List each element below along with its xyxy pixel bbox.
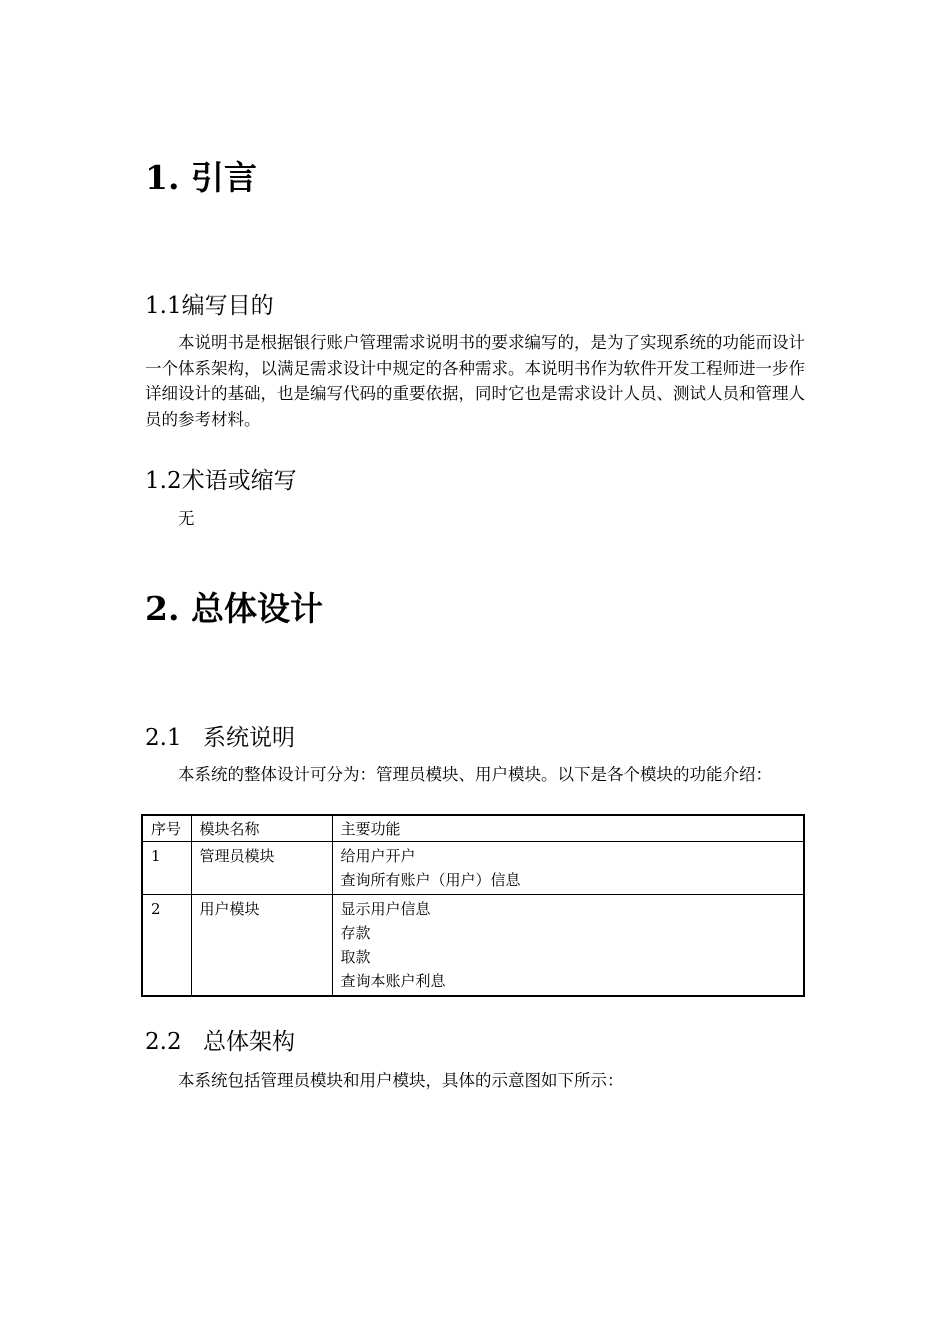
function-item: 查询本账户利息 <box>340 972 446 990</box>
table-header-row <box>142 815 804 842</box>
function-item: 显示用户信息 <box>340 900 431 918</box>
row-module-name: 用户模块 <box>191 895 332 997</box>
table-header-module: 模块名称 <box>191 815 332 842</box>
table-row <box>142 895 804 997</box>
section-1-2-number: 1.2 <box>145 468 182 494</box>
function-item: 给用户开户 <box>340 847 416 865</box>
section-2-2-paragraph: 本系统包括管理员模块和用户模块，具体的示意图如下所示： <box>178 1071 624 1090</box>
table-header-functions: 主要功能 <box>332 815 804 842</box>
table-row <box>142 842 804 895</box>
section-1-1-title: 编写目的 <box>181 293 274 319</box>
section-1-1-paragraph: 本说明书是根据银行账户管理需求说明书的要求编写的，是为了实现系统的功能而设计一个体系架构，以满足需求设计中规定的各种需求。本说明书作为软件开发工程师进一步作详细设计的基础，也是编写代码的重要依据，同时它也是需求设计人员、测试人员和管理人员的参考材料。 <box>145 333 805 429</box>
section-1-1-heading <box>145 291 274 321</box>
function-item: 查询所有账户（用户）信息 <box>340 871 521 889</box>
section-1-heading: 1. 引言 <box>145 158 257 197</box>
section-2-2-title: 总体架构 <box>203 1029 295 1055</box>
section-2-1-paragraph: 本系统的整体设计可分为：管理员模块、用户模块。以下是各个模块的功能介绍： <box>178 765 772 784</box>
section-2-1-number: 2.1 <box>145 725 182 751</box>
row-index: 1 <box>142 842 191 895</box>
row-index: 2 <box>142 895 191 997</box>
section-2-2-heading <box>145 1027 295 1057</box>
section-1-1-number: 1.1 <box>145 293 182 319</box>
section-2-heading: 2. 总体设计 <box>145 589 323 628</box>
section-1-2-title: 术语或缩写 <box>181 468 297 494</box>
section-1-2-heading <box>145 466 297 496</box>
function-item: 存款 <box>340 924 371 942</box>
table-header-index: 序号 <box>142 815 191 842</box>
function-item: 取款 <box>340 948 371 966</box>
module-function-table <box>141 814 805 997</box>
section-1-2-paragraph: 无 <box>178 509 195 528</box>
row-module-name: 管理员模块 <box>191 842 332 895</box>
section-2-2-number: 2.2 <box>145 1029 182 1055</box>
section-2-1-title: 系统说明 <box>203 725 295 751</box>
row-functions <box>332 895 804 997</box>
row-functions <box>332 842 804 895</box>
section-2-1-heading <box>145 723 295 753</box>
